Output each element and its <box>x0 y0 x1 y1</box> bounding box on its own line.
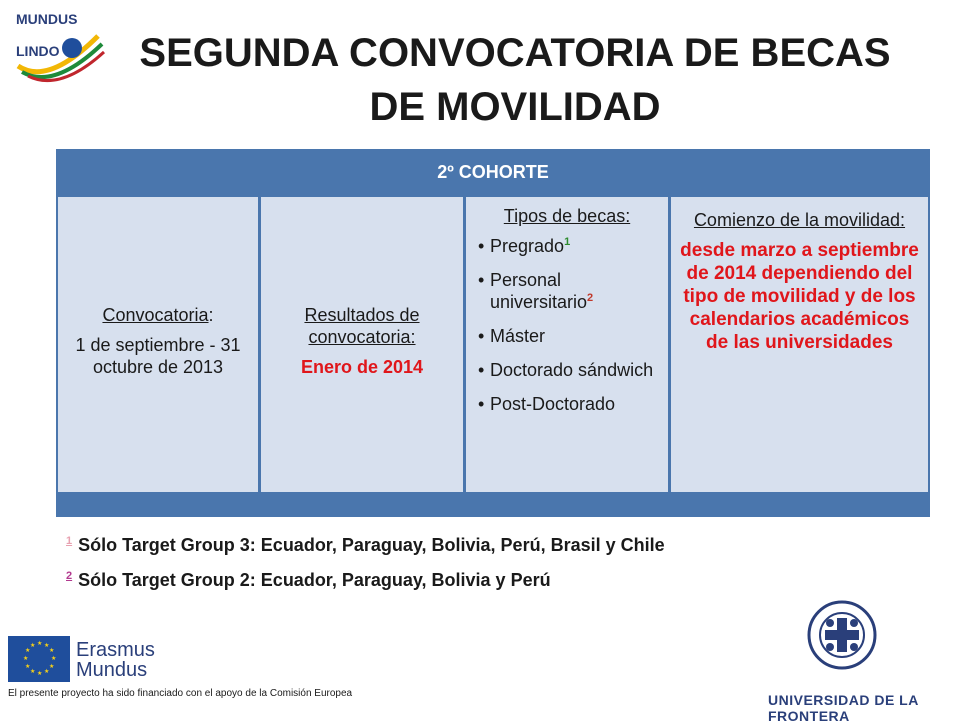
convocatoria-dates: 1 de septiembre - 31 octubre de 2013 <box>75 334 241 377</box>
svg-text:★: ★ <box>37 640 43 647</box>
footnote-1 <box>66 535 665 556</box>
resultados-label: Resultados de convocatoria: <box>304 304 420 347</box>
erasmus-line-2: Mundus <box>76 659 148 681</box>
svg-text:★: ★ <box>30 642 36 649</box>
logo-text-lindo: LINDO <box>16 43 60 59</box>
title-line-2: DE MOVILIDAD <box>369 85 661 129</box>
item-text: Pregrado <box>490 236 565 256</box>
cell-resultados <box>261 197 463 492</box>
list-item <box>476 325 658 347</box>
title-line-1: SEGUNDA CONVOCATORIA DE BECAS <box>139 31 891 75</box>
list-item <box>476 393 658 415</box>
page-title <box>100 26 930 134</box>
table-header: 2º COHORTE <box>437 162 549 182</box>
svg-text:★: ★ <box>49 663 55 670</box>
item-text: Máster <box>490 326 546 346</box>
cohort-table <box>56 149 930 517</box>
list-item <box>476 235 658 257</box>
logo-text-mundus: MUNDUS <box>16 11 78 27</box>
mundus-lindo-logo <box>8 6 108 86</box>
svg-text:★: ★ <box>44 668 50 675</box>
item-text: Post-Doctorado <box>490 394 616 414</box>
cell-comienzo <box>671 197 928 492</box>
tipos-becas-list <box>476 235 658 415</box>
footnote-ref: 1 <box>564 236 571 248</box>
svg-text:★: ★ <box>49 647 55 654</box>
cell-convocatoria <box>58 197 258 492</box>
svg-text:★: ★ <box>23 655 29 662</box>
tipos-becas-label: Tipos de becas: <box>503 206 631 226</box>
erasmus-line-1: Erasmus <box>76 639 155 661</box>
comienzo-value: desde marzo a septiembre de 2014 dependiendo del tipo de movilidad y de los calendarios académicos de las universidades <box>680 240 919 353</box>
globe-icon <box>62 38 82 58</box>
item-text: Personal universitario <box>490 270 588 312</box>
university-name: UNIVERSIDAD DE LA FRONTERA <box>768 692 919 724</box>
footnote-mark: 1 <box>66 535 73 547</box>
svg-text:★: ★ <box>25 663 31 670</box>
comienzo-label: Comienzo de la movilidad: <box>693 210 906 230</box>
funding-note: El presente proyecto ha sido financiado con el apoyo de la Comisión Europea <box>8 688 353 699</box>
convocatoria-colon: : <box>208 304 214 325</box>
footnote-mark: 2 <box>66 570 73 582</box>
eu-flag-icon <box>8 636 70 682</box>
erasmus-mundus-logo <box>76 640 155 680</box>
university-seal-icon <box>796 600 888 670</box>
footnote-2 <box>66 570 551 591</box>
footnote-text: Sólo Target Group 2: Ecuador, Paraguay, Bolivia y Perú <box>78 570 551 590</box>
convocatoria-label: Convocatoria <box>102 304 209 325</box>
resultados-value: Enero de 2014 <box>300 356 424 377</box>
cell-tipos-becas <box>466 197 668 492</box>
svg-text:★: ★ <box>25 647 31 654</box>
svg-text:★: ★ <box>51 655 57 662</box>
svg-text:★: ★ <box>37 670 43 677</box>
footnote-text: Sólo Target Group 3: Ecuador, Paraguay, Bolivia, Perú, Brasil y Chile <box>78 535 665 555</box>
footnote-ref: 2 <box>587 292 594 304</box>
item-text: Doctorado sándwich <box>490 360 654 380</box>
svg-text:★: ★ <box>30 668 36 675</box>
list-item <box>476 269 658 313</box>
list-item <box>476 359 658 381</box>
svg-text:★: ★ <box>44 642 50 649</box>
